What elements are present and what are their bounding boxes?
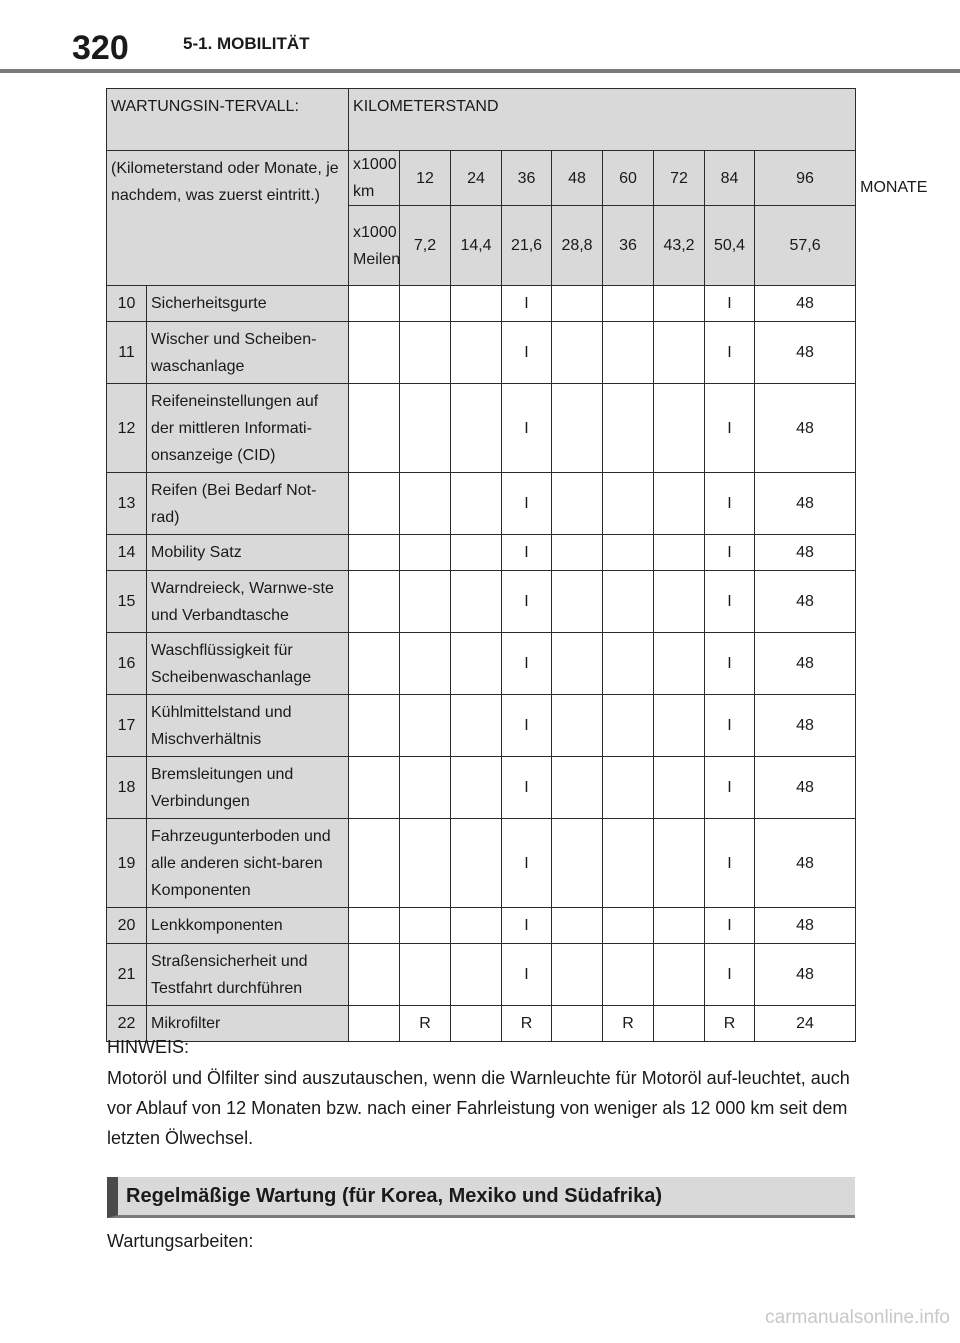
subsection-title: Regelmäßige Wartung (für Korea, Mexiko und Südafrika) <box>126 1185 662 1207</box>
row-months: 48 <box>755 944 856 1006</box>
interval-cell: I <box>705 286 755 322</box>
interval-cell <box>552 757 603 819</box>
maintenance-table <box>106 88 928 1042</box>
interval-cell <box>654 571 705 633</box>
interval-label-cell <box>107 89 349 151</box>
row-months: 48 <box>755 695 856 757</box>
interval-cell <box>552 633 603 695</box>
table-row <box>107 695 856 757</box>
note-label: HINWEIS: <box>107 1037 190 1057</box>
row-item: Kühlmittelstand und Mischverhältnis <box>147 695 349 757</box>
interval-cell <box>349 384 400 473</box>
interval-cell <box>349 535 400 571</box>
interval-cell <box>451 819 502 908</box>
row-months: 48 <box>755 473 856 535</box>
miles-value: 14,4 <box>451 206 502 286</box>
interval-cell <box>603 944 654 1006</box>
odometer-label: KILOMETERSTAND <box>353 98 499 115</box>
interval-cell <box>400 695 451 757</box>
row-number: 15 <box>107 571 147 633</box>
table-row <box>107 944 856 1006</box>
row-item: Reifen (Bei Bedarf Not-rad) <box>147 473 349 535</box>
interval-cell <box>451 695 502 757</box>
row-item: Sicherheitsgurte <box>147 286 349 322</box>
km-value: 24 <box>451 151 502 206</box>
page-number: 320 <box>72 29 129 67</box>
km-value: 84 <box>705 151 755 206</box>
interval-cell <box>552 819 603 908</box>
interval-cell <box>552 473 603 535</box>
table-row <box>107 571 856 633</box>
row-item: Bremsleitungen und Verbindungen <box>147 757 349 819</box>
interval-cell <box>400 384 451 473</box>
interval-cell <box>603 535 654 571</box>
interval-cell: I <box>705 695 755 757</box>
interval-cell: I <box>502 473 552 535</box>
interval-cell <box>654 286 705 322</box>
interval-cell <box>400 819 451 908</box>
miles-value: 36 <box>603 206 654 286</box>
row-item: Fahrzeugunterboden und alle anderen sicht-baren Komponenten <box>147 819 349 908</box>
interval-cell <box>400 944 451 1006</box>
interval-cell: I <box>502 757 552 819</box>
row-months: 48 <box>755 633 856 695</box>
interval-cell <box>654 384 705 473</box>
km-value: 96 <box>755 151 856 206</box>
interval-cell: I <box>502 819 552 908</box>
row-number: 17 <box>107 695 147 757</box>
interval-cell: I <box>705 571 755 633</box>
interval-cell <box>552 384 603 473</box>
row-item: Straßensicherheit und Testfahrt durchführen <box>147 944 349 1006</box>
row-months: 48 <box>755 535 856 571</box>
tasks-label: Wartungsarbeiten: <box>107 1231 254 1251</box>
row-number: 20 <box>107 908 147 944</box>
interval-cell: I <box>502 908 552 944</box>
miles-value: 7,2 <box>400 206 451 286</box>
row-item: Reifeneinstellungen auf der mittleren Informati-onsanzeige (CID) <box>147 384 349 473</box>
miles-value: 43,2 <box>654 206 705 286</box>
interval-cell <box>400 322 451 384</box>
row-item: Waschflüssigkeit für Scheibenwaschanlage <box>147 633 349 695</box>
km-value: 36 <box>502 151 552 206</box>
interval-cell <box>603 473 654 535</box>
interval-cell <box>654 757 705 819</box>
table-row <box>107 473 856 535</box>
interval-cell: R <box>705 1006 755 1042</box>
interval-cell <box>349 286 400 322</box>
interval-cell: R <box>400 1006 451 1042</box>
interval-label: WARTUNGSIN-TERVALL: <box>111 98 299 115</box>
table-row <box>107 908 856 944</box>
interval-cell <box>654 535 705 571</box>
interval-cell <box>451 384 502 473</box>
row-number: 14 <box>107 535 147 571</box>
interval-cell <box>654 944 705 1006</box>
interval-note: (Kilometerstand oder Monate, je nachdem, was zuerst eintritt.) <box>111 160 339 204</box>
table-row <box>107 819 856 908</box>
interval-cell <box>603 819 654 908</box>
interval-cell <box>349 757 400 819</box>
interval-cell <box>603 757 654 819</box>
km-unit-cell <box>349 151 400 206</box>
interval-cell <box>349 1006 400 1042</box>
months-label: MONATE <box>860 178 928 196</box>
interval-cell: I <box>502 695 552 757</box>
interval-cell <box>654 1006 705 1042</box>
interval-cell: I <box>705 535 755 571</box>
interval-cell <box>451 1006 502 1042</box>
interval-cell <box>349 819 400 908</box>
row-months: 48 <box>755 322 856 384</box>
interval-cell <box>552 695 603 757</box>
interval-cell: I <box>705 944 755 1006</box>
row-months: 24 <box>755 1006 856 1042</box>
interval-cell: I <box>705 633 755 695</box>
km-value: 72 <box>654 151 705 206</box>
interval-cell <box>400 473 451 535</box>
interval-cell: I <box>705 322 755 384</box>
interval-cell <box>603 908 654 944</box>
km-value: 12 <box>400 151 451 206</box>
interval-cell: R <box>603 1006 654 1042</box>
interval-cell <box>400 571 451 633</box>
table-row <box>107 322 856 384</box>
miles-value: 21,6 <box>502 206 552 286</box>
interval-cell: I <box>705 384 755 473</box>
subsection-heading <box>107 1177 855 1218</box>
interval-cell <box>451 571 502 633</box>
row-months: 48 <box>755 757 856 819</box>
interval-cell <box>603 384 654 473</box>
interval-cell <box>349 322 400 384</box>
table-row <box>107 535 856 571</box>
interval-cell <box>349 571 400 633</box>
row-item: Wischer und Scheiben-waschanlage <box>147 322 349 384</box>
interval-cell: I <box>502 322 552 384</box>
note-text: Motoröl und Ölfilter sind auszutauschen, wenn die Warnleuchte für Motoröl auf-leuchtet, auch vor Ablauf von 12 Monaten bzw. nach einer Fahrleistung von weniger als 12 000 km seit dem letzten Ölwechsel. <box>107 1068 850 1148</box>
interval-cell <box>552 286 603 322</box>
row-number: 18 <box>107 757 147 819</box>
interval-cell <box>603 571 654 633</box>
row-item: Mobility Satz <box>147 535 349 571</box>
row-number: 11 <box>107 322 147 384</box>
interval-cell <box>654 473 705 535</box>
interval-cell: I <box>502 633 552 695</box>
interval-cell: I <box>705 473 755 535</box>
miles-value: 28,8 <box>552 206 603 286</box>
interval-cell: I <box>705 757 755 819</box>
interval-cell <box>552 1006 603 1042</box>
row-number: 13 <box>107 473 147 535</box>
odometer-label-cell <box>349 89 856 151</box>
interval-cell <box>603 633 654 695</box>
interval-cell <box>654 633 705 695</box>
interval-cell: I <box>502 944 552 1006</box>
row-months: 48 <box>755 908 856 944</box>
km-value: 48 <box>552 151 603 206</box>
interval-cell <box>552 535 603 571</box>
row-months: 48 <box>755 819 856 908</box>
row-number: 16 <box>107 633 147 695</box>
interval-cell: I <box>502 286 552 322</box>
interval-cell <box>552 322 603 384</box>
miles-value: 57,6 <box>755 206 856 286</box>
row-item: Warndreieck, Warnwe-ste und Verbandtasche <box>147 571 349 633</box>
row-item: Mikrofilter <box>147 1006 349 1042</box>
row-number: 21 <box>107 944 147 1006</box>
interval-cell <box>400 908 451 944</box>
interval-cell: R <box>502 1006 552 1042</box>
row-months: 48 <box>755 571 856 633</box>
interval-cell <box>451 535 502 571</box>
interval-cell <box>552 571 603 633</box>
row-item: Lenkkomponenten <box>147 908 349 944</box>
header-rule <box>0 69 960 73</box>
table-row <box>107 633 856 695</box>
miles-unit-cell <box>349 206 400 286</box>
interval-cell <box>349 695 400 757</box>
row-number: 12 <box>107 384 147 473</box>
interval-cell <box>349 908 400 944</box>
miles-unit: x1000 Meilen <box>353 223 401 268</box>
section-title: 5-1. MOBILITÄT <box>183 34 310 53</box>
interval-cell <box>451 286 502 322</box>
interval-cell <box>349 633 400 695</box>
row-number: 19 <box>107 819 147 908</box>
interval-cell <box>654 322 705 384</box>
interval-cell <box>603 695 654 757</box>
km-unit: x1000 km <box>353 156 397 200</box>
table-row <box>107 384 856 473</box>
interval-cell <box>400 286 451 322</box>
interval-cell <box>400 757 451 819</box>
interval-cell <box>451 633 502 695</box>
interval-cell <box>400 535 451 571</box>
interval-cell <box>603 286 654 322</box>
row-number: 22 <box>107 1006 147 1042</box>
interval-cell <box>349 473 400 535</box>
interval-cell <box>451 908 502 944</box>
interval-note-cell <box>107 151 349 286</box>
interval-cell <box>451 473 502 535</box>
interval-cell: I <box>502 535 552 571</box>
interval-cell <box>451 757 502 819</box>
miles-value: 50,4 <box>705 206 755 286</box>
interval-cell <box>349 944 400 1006</box>
interval-cell <box>451 944 502 1006</box>
table-row <box>107 286 856 322</box>
interval-cell <box>654 819 705 908</box>
interval-cell: I <box>502 571 552 633</box>
interval-cell <box>654 908 705 944</box>
interval-cell <box>552 944 603 1006</box>
table-row <box>107 1006 856 1042</box>
row-months: 48 <box>755 286 856 322</box>
interval-cell: I <box>705 908 755 944</box>
row-number: 10 <box>107 286 147 322</box>
table-row <box>107 757 856 819</box>
row-months: 48 <box>755 384 856 473</box>
interval-cell <box>552 908 603 944</box>
interval-cell <box>451 322 502 384</box>
interval-cell <box>654 695 705 757</box>
km-value: 60 <box>603 151 654 206</box>
interval-cell: I <box>502 384 552 473</box>
interval-cell: I <box>705 819 755 908</box>
interval-cell <box>603 322 654 384</box>
interval-cell <box>400 633 451 695</box>
watermark: carmanualsonline.info <box>765 1307 950 1328</box>
